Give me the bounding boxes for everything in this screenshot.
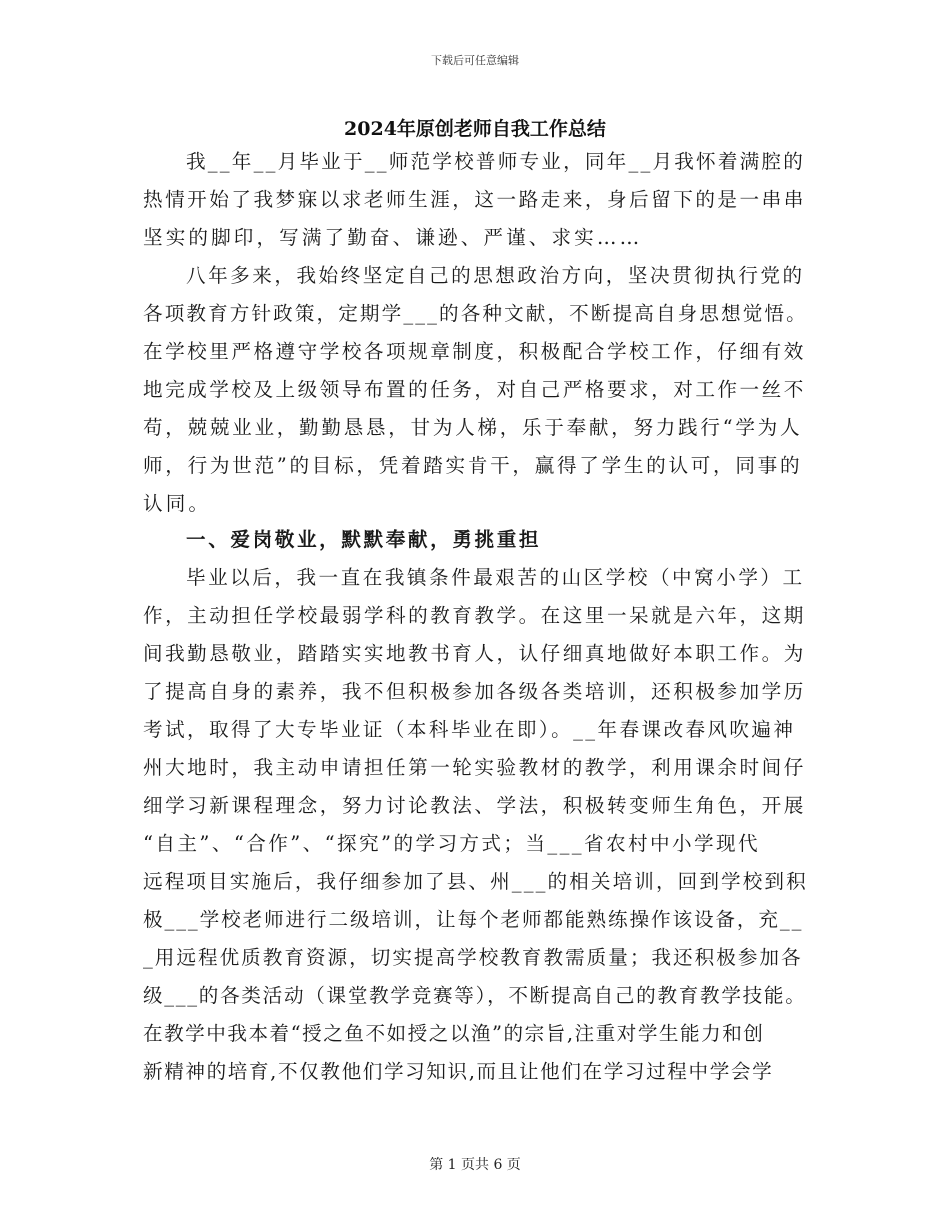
paragraph-line: 极___学校老师进行二级培训，让每个老师都能熟练操作该设备，充__ xyxy=(143,908,804,931)
paragraph-line: 间我勤恳敬业，踏踏实实地教书育人，认仔细真地做好本职工作。为 xyxy=(143,642,806,665)
paragraph-line: 八年多来，我始终坚定自己的思想政治方向，坚决贯彻执行党的 xyxy=(186,264,805,287)
paragraph-line: 新精神的培育,不仅教他们学习知识,而且让他们在学习过程中学会学 xyxy=(143,1060,774,1083)
section-heading: 一、爱岗敬业，默默奉献，勇挑重担 xyxy=(186,528,542,551)
paragraph-line: 我__年__月毕业于__师范学校普师专业，同年__月我怀着满腔的 xyxy=(186,150,806,173)
paragraph-line: 各项教育方针政策，定期学___的各种文献，不断提高自身思想觉悟。 xyxy=(143,302,808,325)
paragraph-line: 远程项目实施后，我仔细参加了县、州___的相关培训，回到学校到积 xyxy=(143,870,808,893)
paragraph-line: 了提高自身的素养，我不但积极参加各级各类培训，还积极参加学历 xyxy=(143,680,806,703)
paragraph-line: 认同。 xyxy=(143,492,212,515)
paragraph-line: 作，主动担任学校最弱学科的教育教学。在这里一呆就是六年，这期 xyxy=(143,604,806,627)
paragraph-line: 地完成学校及上级领导布置的任务，对自己严格要求，对工作一丝不 xyxy=(143,378,806,401)
paragraph-line: _用远程优质教育资源，切实提高学校教育教需质量；我还积极参加各 xyxy=(143,946,803,969)
paragraph-line: 师，行为世范”的目标，凭着踏实肯干，赢得了学生的认可，同事的 xyxy=(143,454,803,477)
paragraph-line: 毕业以后，我一直在我镇条件最艰苦的山区学校（中窝小学）工 xyxy=(186,566,805,589)
paragraph-line: 热情开始了我梦寐以求老师生涯，这一路走来，身后留下的是一串串 xyxy=(143,188,806,211)
paragraph-line: 坚实的脚印，写满了勤奋、谦逊、严谨、求实…… xyxy=(143,226,643,249)
paragraph-line: 考试，取得了大专毕业证（本科毕业在即）。__年春课改春风吹遍神 xyxy=(143,718,796,741)
paragraph-line: 苟，兢兢业业，勤勤恳恳，甘为人梯，乐于奉献，努力践行“学为人 xyxy=(143,416,803,439)
paragraph-line: 在学校里严格遵守学校各项规章制度，积极配合学校工作，仔细有效 xyxy=(143,340,806,363)
paragraph-line: 细学习新课程理念，努力讨论教法、学法，积极转变师生角色，开展 xyxy=(143,794,806,817)
page-header-note: 下载后可任意编辑 xyxy=(431,54,519,67)
paragraph-line: 级___的各类活动（课堂教学竞赛等），不断提高自己的教育教学技能。 xyxy=(143,984,807,1007)
paragraph-line: 州大地时，我主动申请担任第一轮实验教材的教学，利用课余时间仔 xyxy=(143,756,806,779)
paragraph-line: 在教学中我本着“授之鱼不如授之以渔”的宗旨,注重对学生能力和创 xyxy=(143,1022,765,1045)
page-number: 第 1 页共 6 页 xyxy=(429,1157,521,1173)
paragraph-line: “自主”、“合作”、“探究”的学习方式；当___省农村中小学现代 xyxy=(143,832,760,855)
document-title: 2024年原创老师自我工作总结 xyxy=(344,118,606,140)
